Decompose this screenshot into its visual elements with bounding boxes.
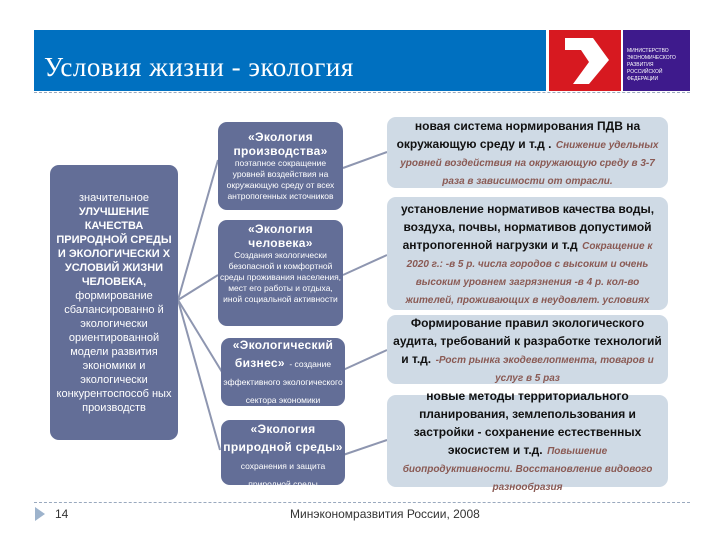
direction-title: «Экология производства» (233, 130, 328, 158)
page-number: 14 (55, 507, 69, 521)
measure-result: Сокращение к 2020 г.: -в 5 р. числа городов с высоким и очень высоким уровнем загрязнения -в 4 р. кол-во жителей, проживающих в неудовлет. условиях (405, 240, 653, 306)
connector-line (343, 255, 387, 275)
measure-box (387, 117, 668, 188)
measure-text: Формирование правил экологического аудита, требований к разработке технологий и т.д. (393, 315, 662, 366)
goal-headline: УЛУЧШЕНИЕ КАЧЕСТВА ПРИРОДНОЙ СРЕДЫ И ЭКОЛОГИЧЕСКИ Х УСЛОВИЙ ЖИЗНИ ЧЕЛОВЕКА, (56, 205, 172, 288)
measure-box (387, 197, 668, 310)
measure-result: -Рост рынка экодевелопмента, товаров и услуг в 5 раз (435, 354, 654, 384)
measure-text: новые методы территориального планирования, землепользования и застройки - сохранение естественных экосистем и т.д. (413, 389, 642, 457)
logo-caption: МИНИСТЕРСТВО ЭКОНОМИЧЕСКОГО РАЗВИТИЯ РОССИЙСКОЙ ФЕДЕРАЦИИ (627, 48, 676, 82)
measure-result: Повышение биопродуктивности. Восстановление видового разнообразия (402, 446, 653, 493)
measure-text: установление нормативов качества воды, воздуха, почвы, нормативов допустимой антропогенной нагрузки и т.д (400, 201, 655, 252)
page-title: Условия жизни - экология (44, 52, 354, 82)
direction-box (221, 338, 345, 406)
connector-line (343, 152, 387, 168)
measure-box (387, 389, 668, 493)
direction-title: «Экология природной среды» (223, 422, 343, 454)
connector-line (343, 350, 387, 370)
measure-box (387, 315, 668, 384)
direction-desc: Создания экологически безопасной и комфортной среды проживания населения, мест его работы и отдыха, иной социальной активности (219, 250, 342, 304)
goal-lead: значительное (79, 191, 149, 204)
direction-box (218, 122, 343, 210)
connector-line (343, 440, 387, 455)
direction-desc: сохранения и защита природной среды (240, 461, 326, 489)
direction-box (218, 220, 343, 326)
direction-desc: - создание эффективного экологического сектора экономики (223, 359, 343, 405)
goal-description: формирование сбалансированно й экологически ориентированной модели развития экономики и экологически конкурентоспособ ных производств (56, 289, 172, 414)
connector-line (178, 300, 220, 450)
footer-source: Минэкономразвития России, 2008 (290, 507, 480, 521)
goal-box (50, 165, 178, 440)
direction-desc: поэтапное сокращение уровней воздействия на окружающую среду от всех антропогенных источников (226, 158, 335, 201)
direction-title: «Экология человека» (248, 222, 313, 250)
footer-divider (34, 502, 690, 503)
direction-title: «Экологический бизнес» (232, 338, 334, 370)
connector-line (178, 300, 222, 372)
measure-result: Снижение удельных уровней воздействия на окружающую среду в 3-7 раза в зависимости от отрасли. (400, 139, 659, 187)
measure-text: новая система нормирования ПДВ на окружающую среду и т.д . (396, 118, 641, 151)
direction-box (221, 420, 345, 489)
slide-marker-icon (35, 507, 45, 521)
